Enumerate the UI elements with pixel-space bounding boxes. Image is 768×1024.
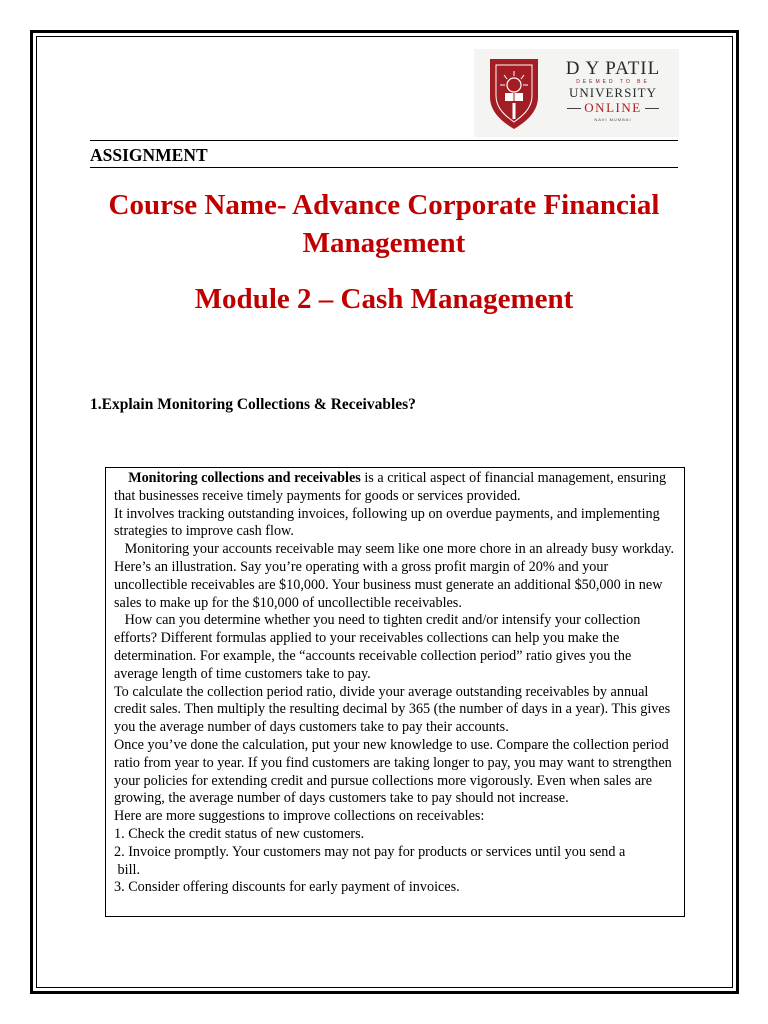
logo-divider-right bbox=[645, 108, 659, 109]
shield-emblem-icon bbox=[486, 55, 542, 131]
logo-online-row bbox=[554, 101, 672, 115]
logo-divider-left bbox=[567, 108, 581, 109]
list-item: 3. Consider offering discounts for early payment of invoices. bbox=[114, 879, 460, 896]
answer-intro-bold: Monitoring collections and receivables bbox=[128, 470, 361, 486]
logo-wordmark bbox=[554, 59, 672, 122]
answer-intro-rest: is a critical aspect of financial management, ensuring that businesses receive timely payments for goods or services provided. bbox=[114, 470, 670, 504]
assignment-label: ASSIGNMENT bbox=[90, 145, 208, 165]
answer-paragraph-2: Monitoring your accounts receivable may seem like one more chore in an already busy workday. Here’s an illustration. Say you’re operating with a gross profit margin of 20% and your uncollectible receivables are $10,000. Your business must generate an additional $50,000 in new sales to make up for the $10,000 of uncollectible receivables. bbox=[114, 541, 678, 611]
answer-paragraph-6: Here are more suggestions to improve collections on receivables: bbox=[114, 808, 485, 825]
answer-paragraph-4: To calculate the collection period ratio, divide your average outstanding receivables by annual credit sales. Then multiply the resulting decimal by 365 (the number of days in a year). This gives you the average number of days customers take to pay their accounts. bbox=[114, 683, 674, 736]
logo-online: ONLINE bbox=[584, 100, 642, 115]
university-logo bbox=[474, 49, 679, 137]
list-item: 2. Invoice promptly. Your customers may not pay for products or services until you send a bill. bbox=[114, 843, 626, 878]
header-rule-bottom bbox=[90, 167, 678, 168]
list-item: 1. Check the credit status of new customers. bbox=[114, 825, 365, 842]
logo-name: D Y PATIL bbox=[565, 58, 661, 79]
logo-university: UNIVERSITY bbox=[569, 85, 657, 100]
answer-intro bbox=[114, 470, 676, 506]
answer-paragraph-1: It involves tracking outstanding invoices, following up on overdue payments, and implementing strategies to improve cash flow. bbox=[114, 505, 664, 540]
module-title: Module 2 – Cash Management bbox=[194, 283, 574, 315]
answer-paragraph-3: How can you determine whether you need to tighten credit and/or intensify your collection efforts? Different formulas applied to your receivables collections can help you make the determination. For example, the “accounts receivable collection period” ratio gives you the average length of time customers take to pay. bbox=[114, 612, 644, 682]
logo-deemed: DEEMED TO BE bbox=[576, 79, 650, 85]
answer-box bbox=[105, 467, 685, 917]
logo-campus: NAVI MUMBAI bbox=[594, 117, 632, 122]
question-heading: 1.Explain Monitoring Collections & Receivables? bbox=[90, 396, 416, 413]
header-rule-top bbox=[90, 140, 678, 141]
course-title: Course Name- Advance Corporate Financial Management bbox=[108, 189, 660, 259]
answer-paragraph-5: Once you’ve done the calculation, put your new knowledge to use. Compare the collection period ratio from year to year. If you find customers are taking longer to pay, you may want to strengthen your policies for extending credit and pursue collections more vigorously. Even when sales are growing, the average number of days customers take to pay should not increase. bbox=[114, 736, 676, 807]
